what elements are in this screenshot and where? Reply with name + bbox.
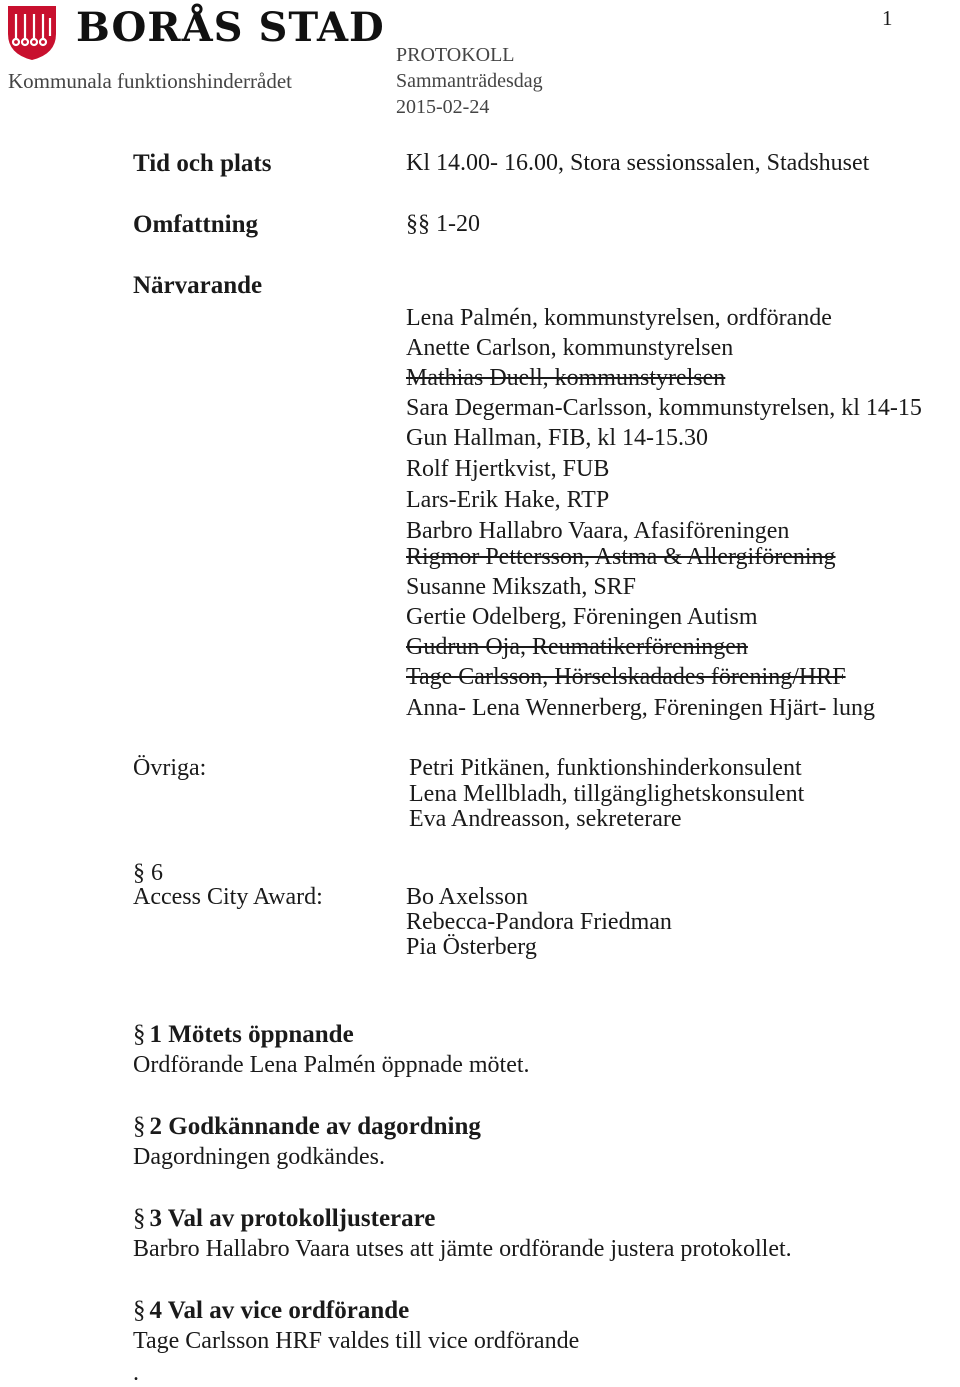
meeting-label: Sammanträdesdag (396, 70, 543, 92)
section-mark: § (133, 1297, 146, 1324)
present-label: Närvarande (133, 272, 263, 299)
attendee-item: Lena Palmén, kommunstyrelsen, ordförande (406, 305, 832, 331)
attendee-item: Sara Degerman-Carlsson, kommunstyrelsen, kl 14-15 (406, 395, 922, 421)
attendee-item: Gudrun Oja, Reumatikerföreningen (406, 634, 748, 660)
attendee-item: Mathias Duell, kommunstyrelsen (406, 365, 726, 391)
staff-item: Eva Andreasson, sekreterare (409, 806, 682, 832)
staff-item: Lena Mellbladh, tillgänglighetskonsulent (409, 781, 805, 807)
attendee-item: Susanne Mikszath, SRF (406, 574, 637, 600)
attendee-item: Gertie Odelberg, Föreningen Autism (406, 604, 758, 630)
award-section-mark: § 6 (133, 860, 163, 886)
section-heading (133, 1113, 481, 1141)
section-mark: § (133, 1205, 146, 1232)
award-label: Access City Award: (133, 884, 323, 910)
attendee-item: Rigmor Pettersson, Astma & Allergiförening (406, 544, 836, 570)
section-body: Ordförande Lena Palmén öppnade mötet. (133, 1052, 530, 1078)
section-title: 1 Mötets öppnande (149, 1021, 354, 1048)
section-body: Tage Carlsson HRF valdes till vice ordförande (133, 1328, 580, 1354)
time-value: Kl 14.00- 16.00, Stora sessionssalen, Stadshuset (406, 150, 870, 176)
staff-item: Petri Pitkänen, funktionshinderkonsulent (409, 755, 802, 781)
document-type: PROTOKOLL (396, 44, 515, 66)
section-title: 2 Godkännande av dagordning (149, 1113, 481, 1140)
section-body: Barbro Hallabro Vaara utses att jämte ordförande justera protokollet. (133, 1236, 792, 1262)
city-crest-logo (6, 4, 58, 62)
section-mark: § (133, 1021, 146, 1048)
page-number: 1 (882, 6, 893, 30)
others-label: Övriga: (133, 755, 207, 781)
attendee-item: Anette Carlson, kommunstyrelsen (406, 335, 734, 361)
award-participant: Bo Axelsson (406, 884, 529, 910)
attendee-item: Barbro Hallabro Vaara, Afasiföreningen (406, 518, 790, 544)
section-heading (133, 1021, 354, 1049)
meeting-date: 2015-02-24 (396, 96, 490, 118)
trailing-period: . (133, 1360, 139, 1386)
attendee-item: Tage Carlsson, Hörselskadades förening/HRF (406, 664, 846, 690)
attendee-item: Anna- Lena Wennerberg, Föreningen Hjärt- lung (406, 695, 876, 721)
award-participant: Rebecca-Pandora Friedman (406, 909, 672, 935)
brand-wordmark: BORÅS STAD (76, 4, 385, 51)
attendee-item: Rolf Hjertkvist, FUB (406, 456, 610, 482)
time-label: Tid och plats (133, 150, 272, 177)
attendee-item: Gun Hallman, FIB, kl 14-15.30 (406, 425, 708, 451)
section-mark: § (133, 1113, 146, 1140)
section-heading (133, 1297, 409, 1325)
scope-label: Omfattning (133, 211, 258, 238)
attendee-item: Lars-Erik Hake, RTP (406, 487, 610, 513)
section-body: Dagordningen godkändes. (133, 1144, 385, 1170)
section-title: 4 Val av vice ordförande (149, 1297, 410, 1324)
award-participant: Pia Österberg (406, 934, 537, 960)
scope-value: §§ 1-20 (406, 211, 480, 237)
section-title: 3 Val av protokolljusterare (149, 1205, 436, 1232)
section-heading (133, 1205, 435, 1233)
organization-name: Kommunala funktionshinderrådet (8, 69, 293, 93)
